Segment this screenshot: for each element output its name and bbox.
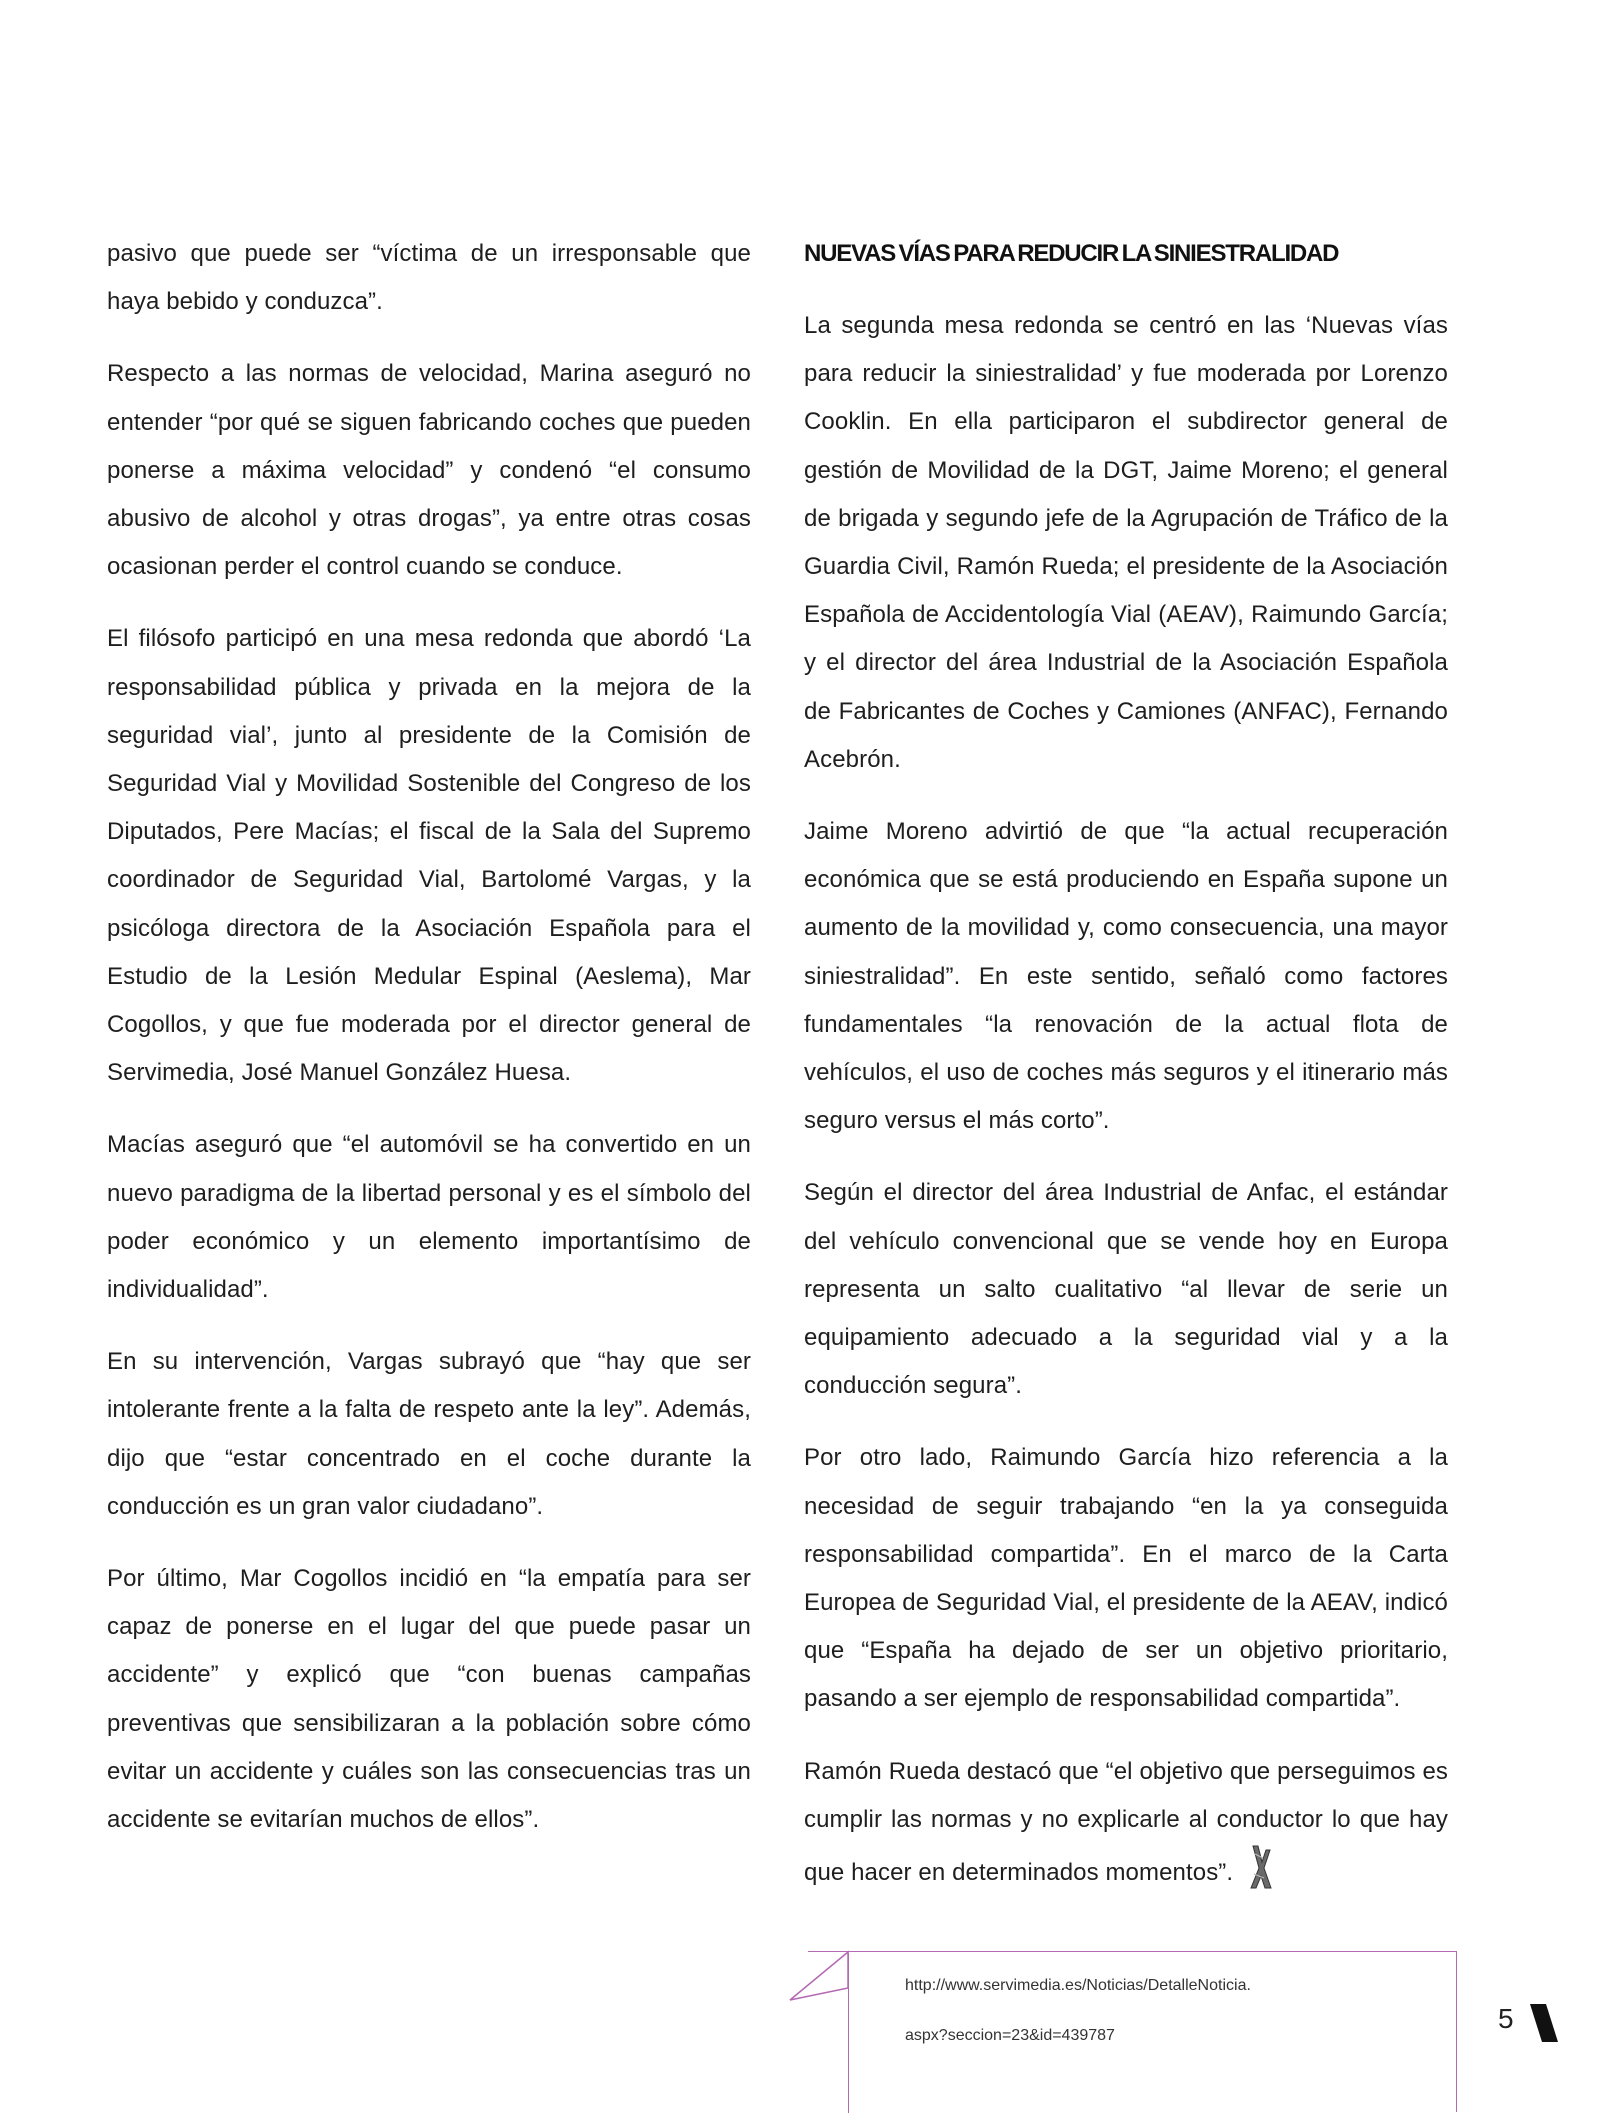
last-paragraph bbox=[804, 1748, 1448, 1908]
paragraph: Jaime Moreno advirtió de que “la actual recuperación económica que se está produciendo en España supone un aumento de la movilidad y, como consecuencia, una mayor siniestralidad”. En este sentido, señaló como factores fundamentales “la renovación de la actual flota de vehículos, el uso de coches más seguros y el itinerario más seguro versus el más corto”. bbox=[804, 818, 1448, 1135]
paragraph-text: Ramón Rueda destacó que “el objetivo que perseguimos es cumplir las normas y no explicarle al conductor lo que hay que hacer en determinados momentos”. bbox=[804, 1757, 1448, 1887]
section-heading: NUEVAS VÍAS PARA REDUCIR LA SINIESTRALIDAD bbox=[804, 240, 1339, 267]
source-url[interactable] bbox=[905, 1974, 1251, 2074]
box-left-border bbox=[848, 1953, 849, 2113]
paragraph: Según el director del área Industrial de Anfac, el estándar del vehículo convencional que se vende hoy en Europa representa un salto cualitativo “al llevar de serie un equipamiento adecuado a la seguridad vial y a la conducción segura”. bbox=[804, 1179, 1448, 1400]
page-corner-mark-icon bbox=[1528, 2002, 1560, 2044]
paragraph: Respecto a las normas de velocidad, Marina aseguró no entender “por qué se siguen fabricando coches que pueden ponerse a máxima velocidad” y condenó “el consumo abusivo de alcohol y otras drogas”, ya entre otras cosas ocasionan perder el control cuando se conduce. bbox=[107, 360, 751, 581]
paragraph: Por otro lado, Raimundo García hizo referencia a la necesidad de seguir trabajando “en la ya conseguida responsabilidad compartida”. En el marco de la Carta Europea de Seguridad Vial, el presidente de la AEAV, indicó que “España ha dejado de ser un objetivo prioritario, pasando a ser ejemplo de responsabilidad compartida”. bbox=[804, 1444, 1448, 1713]
folded-corner-icon bbox=[788, 1950, 852, 2002]
paragraph: La segunda mesa redonda se centró en las ‘Nuevas vías para reducir la siniestralidad’ y fue moderada por Lorenzo Cooklin. En ella participaron el subdirector general de gestión de Movilidad de la DGT, Jaime Moreno; el general de brigada y segundo jefe de la Agrupación de Tráfico de la Guardia Civil, Ramón Rueda; el presidente de la Asociación Española de Accidentología Vial (AEAV), Raimundo García; y el director del área Industrial de la Asociación Española de Fabricantes de Coches y Camiones (ANFAC), Fernando Acebrón. bbox=[804, 312, 1448, 773]
paragraph: Macías aseguró que “el automóvil se ha convertido en un nuevo paradigma de la libertad personal y es el símbolo del poder económico y un elemento importantísimo de individualidad”. bbox=[107, 1131, 751, 1304]
paragraph: pasivo que puede ser “víctima de un irresponsable que haya bebido y conduzca”. bbox=[107, 240, 751, 316]
right-column bbox=[804, 230, 1448, 1931]
source-url-line[interactable]: http://www.servimedia.es/Noticias/DetalleNoticia. bbox=[905, 1977, 1251, 1994]
page-number: 5 bbox=[1498, 2003, 1514, 2034]
paragraph: En su intervención, Vargas subrayó que “hay que ser intolerante frente a la falta de respeto ante la ley”. Además, dijo que “estar concentrado en el coche durante la conducción es un gran valor ciudadano”. bbox=[107, 1348, 751, 1520]
end-of-article-mark-icon bbox=[1249, 1844, 1273, 1907]
paragraph: Por último, Mar Cogollos incidió en “la empatía para ser capaz de ponerse en el lugar del que puede pasar un accidente” y explicó que “con buenas campañas preventivas que sensibilizaran a la población sobre cómo evitar un accidente y cuáles son las consecuencias tras un accidente se evitarían muchos de ellos”. bbox=[107, 1565, 751, 1834]
source-reference-box bbox=[808, 1951, 1457, 2112]
paragraph: El filósofo participó en una mesa redonda que abordó ‘La responsabilidad pública y privada en la mejora de la seguridad vial’, junto al presidente de la Comisión de Seguridad Vial y Movilidad Sostenible del Congreso de los Diputados, Pere Macías; el fiscal de la Sala del Supremo coordinador de Seguridad Vial, Bartolomé Vargas, y la psicóloga directora de la Asociación Española para el Estudio de la Lesión Medular Espinal (Aeslema), Mar Cogollos, y que fue moderada por el director general de Servimedia, José Manuel González Huesa. bbox=[107, 625, 751, 1087]
source-url-line[interactable]: aspx?seccion=23&id=439787 bbox=[905, 2027, 1115, 2044]
left-column bbox=[107, 230, 751, 1868]
